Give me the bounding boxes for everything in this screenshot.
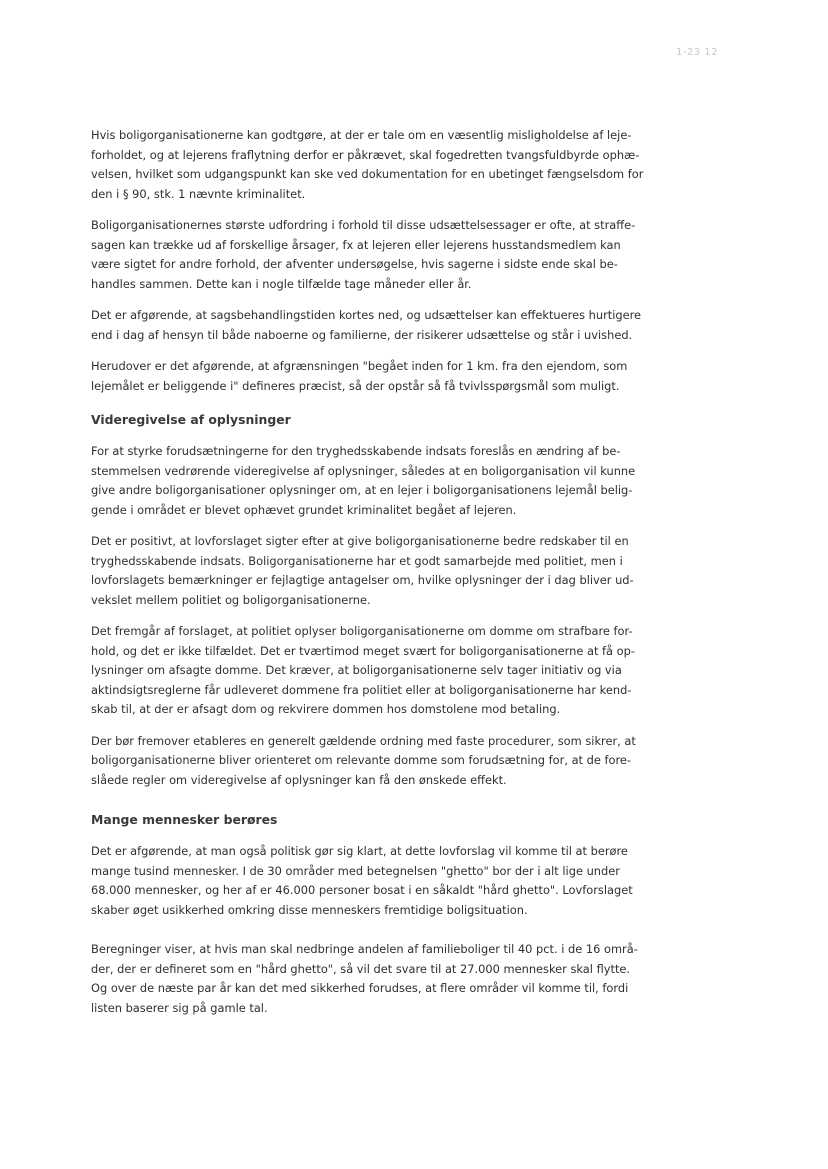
text-line: lejemålet er beliggende i" defineres præcist, så der opstår så få tvivlsspørgsmål som muligt. [91, 378, 620, 393]
text-line: vekslet mellem politiet og boligorganisationerne. [91, 592, 371, 607]
text-line: Og over de næste par år kan det med sikkerhed forudses, at flere områder vil komme til, fordi [91, 981, 629, 995]
text-line: den i § 90, stk. 1 nævnte kriminalitet. [91, 186, 306, 201]
paragraph [91, 442, 741, 520]
paragraph [91, 126, 741, 204]
text-line: give andre boligorganisationer oplysninger om, at en lejer i boligorganisationens lejemål belig- [91, 483, 633, 497]
text-line: Det er positivt, at lovforslaget sigter efter at give boligorganisationerne bedre redskaber til en [91, 534, 629, 548]
text-line: skaber øget usikkerhed omkring disse menneskers fremtidige boligsituation. [91, 902, 528, 917]
text-line: Herudover er det afgørende, at afgrænsningen "begået inden for 1 km. fra den ejendom, som [91, 359, 628, 373]
paragraph [91, 306, 741, 345]
text-line: forholdet, og at lejerens fraflytning derfor er påkrævet, skal fogedretten tvangsfuldbyrde ophæ- [91, 147, 640, 162]
text-line: Boligorganisationernes største udfordring i forhold til disse udsættelsessager er ofte, at straffe- [91, 218, 636, 232]
text-line: slåede regler om videregivelse af oplysninger kan få den ønskede effekt. [91, 772, 507, 787]
text-line: 68.000 mennesker, og her af er 46.000 personer bosat i en såkaldt "hård ghetto". Lovforslaget [91, 883, 633, 897]
text-line: stemmelsen vedrørende videregivelse af oplysninger, således at en boligorganisation vil kunne [91, 463, 636, 478]
text-line: For at styrke forudsætningerne for den tryghedsskabende indsats foreslås en ændring af be- [91, 444, 621, 458]
paragraph [91, 357, 741, 396]
page-number: 1-23 12 [676, 47, 719, 58]
text-line: boligorganisationerne bliver orienteret om relevante domme som forudsætning for, at de fore- [91, 753, 632, 767]
text-line: skab til, at der er afsagt dom og rekvirere dommen hos domstolene mod betaling. [91, 702, 561, 716]
section-heading: Videregivelse af oplysninger [91, 412, 291, 427]
paragraph [91, 940, 741, 1018]
text-line: tryghedsskabende indsats. Boligorganisationerne har et godt samarbejde med politiet, men i [91, 553, 623, 568]
paragraph [91, 732, 741, 791]
text-line: sagen kan trække ud af forskellige årsager, fx at lejeren eller lejerens husstandsmedlem kan [91, 237, 621, 252]
text-line: Der bør fremover etableres en generelt gældende ordning med faste procedurer, som sikrer, at [91, 733, 636, 748]
text-line: gende i området er blevet ophævet grundet kriminalitet begået af lejeren. [91, 502, 517, 517]
text-line: handles sammen. Dette kan i nogle tilfælde tage måneder eller år. [91, 276, 472, 291]
text-line: lovforslagets bemærkninger er fejlagtige antagelser om, hvilke oplysninger der i dag bliver ud- [91, 573, 634, 587]
text-line: der, der er defineret som en "hård ghetto", så vil det svare til at 27.000 mennesker skal flytte. [91, 961, 631, 976]
section-heading: Mange mennesker berøres [91, 812, 278, 827]
paragraph [91, 216, 741, 294]
text-line: lysninger om afsagte domme. Det kræver, at boligorganisationerne selv tager initiativ og via [91, 663, 622, 677]
text-line: Det er afgørende, at sagsbehandlingstiden kortes ned, og udsættelser kan effektueres hurtigere [91, 308, 642, 322]
text-line: velsen, hvilket som udgangspunkt kan ske ved dokumentation for en ubetinget fængselsdom for [91, 167, 644, 181]
text-line: end i dag af hensyn til både naboerne og familierne, der risikerer udsættelse og står i uvished. [91, 327, 633, 342]
paragraph [91, 622, 741, 720]
text-line: listen baserer sig på gamle tal. [91, 1000, 268, 1015]
text-line: mange tusind mennesker. I de 30 områder med betegnelsen "ghetto" bor der i alt lige under [91, 863, 620, 878]
document-body [91, 126, 741, 1018]
paragraph [91, 532, 741, 610]
text-line: Beregninger viser, at hvis man skal nedbringe andelen af familieboliger til 40 pct. i de 16 områ- [91, 942, 638, 956]
text-line: være sigtet for andre forhold, der afventer undersøgelse, hvis sagerne i sidste ende skal be- [91, 257, 618, 271]
paragraph [91, 842, 741, 920]
text-line: Det fremgår af forslaget, at politiet oplyser boligorganisationerne om domme om strafbare for- [91, 624, 633, 638]
text-line: hold, og det er ikke tilfældet. Det er tværtimod meget svært for boligorganisationerne at få op- [91, 643, 635, 658]
text-line: Det er afgørende, at man også politisk gør sig klart, at dette lovforslag vil komme til at berøre [91, 844, 628, 858]
text-line: aktindsigtsreglerne får udleveret dommene fra politiet eller at boligorganisationerne har kend- [91, 682, 632, 697]
text-line: Hvis boligorganisationerne kan godtgøre, at der er tale om en væsentlig misligholdelse af leje- [91, 128, 632, 142]
